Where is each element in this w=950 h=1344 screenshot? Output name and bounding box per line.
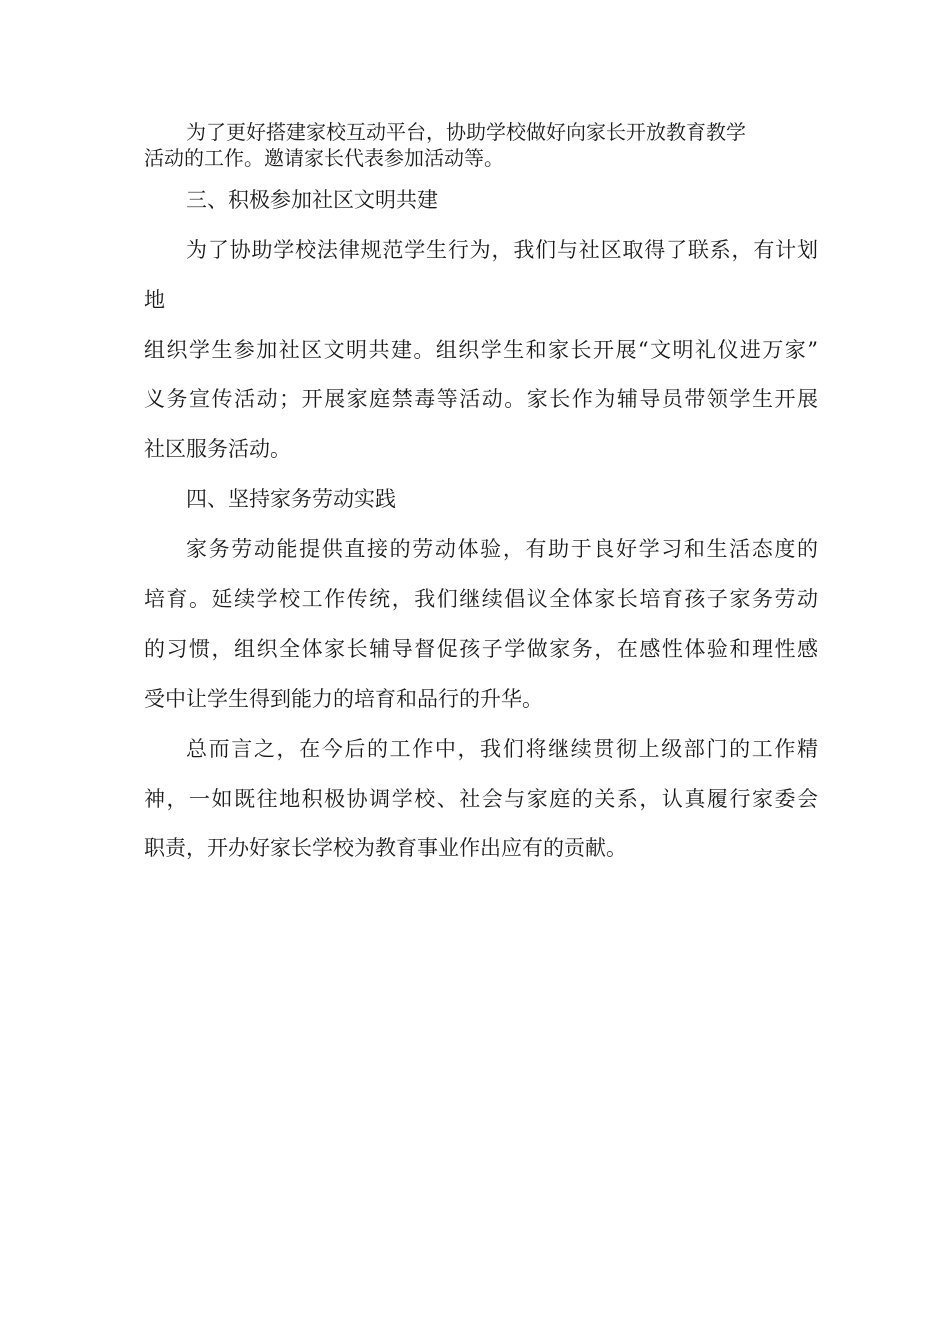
- paragraph-line: 的习惯，组织全体家长辅导督促孩子学做家务，在感性体验和理性感: [144, 637, 818, 661]
- section-heading: 三、积极参加社区文明共建: [186, 188, 438, 212]
- paragraph-line: 活动的工作。邀请家长代表参加活动等。: [144, 146, 504, 170]
- paragraph-line: 神，一如既往地积极协调学校、社会与家庭的关系，认真履行家委会: [144, 787, 818, 811]
- paragraph-line: 受中让学生得到能力的培育和品行的升华。: [144, 687, 543, 711]
- paragraph-line: 社区服务活动。: [144, 437, 291, 461]
- paragraph-line: 为了更好搭建家校互动平台，协助学校做好向家长开放教育教学: [186, 120, 746, 144]
- paragraph-line: 培育。延续学校工作传统，我们继续倡议全体家长培育孩子家务劳动: [144, 587, 818, 611]
- section-heading: 四、坚持家务劳动实践: [186, 487, 396, 511]
- paragraph-line: 组织学生参加社区文明共建。组织学生和家长开展“文明礼仪进万家”: [144, 338, 818, 362]
- paragraph-line: 义务宣传活动；开展家庭禁毒等活动。家长作为辅导员带领学生开展: [144, 387, 818, 411]
- paragraph-line: 为了协助学校法律规范学生行为，我们与社区取得了联系，有计划: [186, 238, 818, 262]
- paragraph-line: 家务劳动能提供直接的劳动体验，有助于良好学习和生活态度的: [186, 537, 818, 561]
- paragraph-line: 总而言之，在今后的工作中，我们将继续贯彻上级部门的工作精: [186, 737, 818, 761]
- paragraph-line: 职责，开办好家长学校为教育事业作出应有的贡献。: [144, 836, 627, 860]
- paragraph-line: 地: [144, 288, 165, 312]
